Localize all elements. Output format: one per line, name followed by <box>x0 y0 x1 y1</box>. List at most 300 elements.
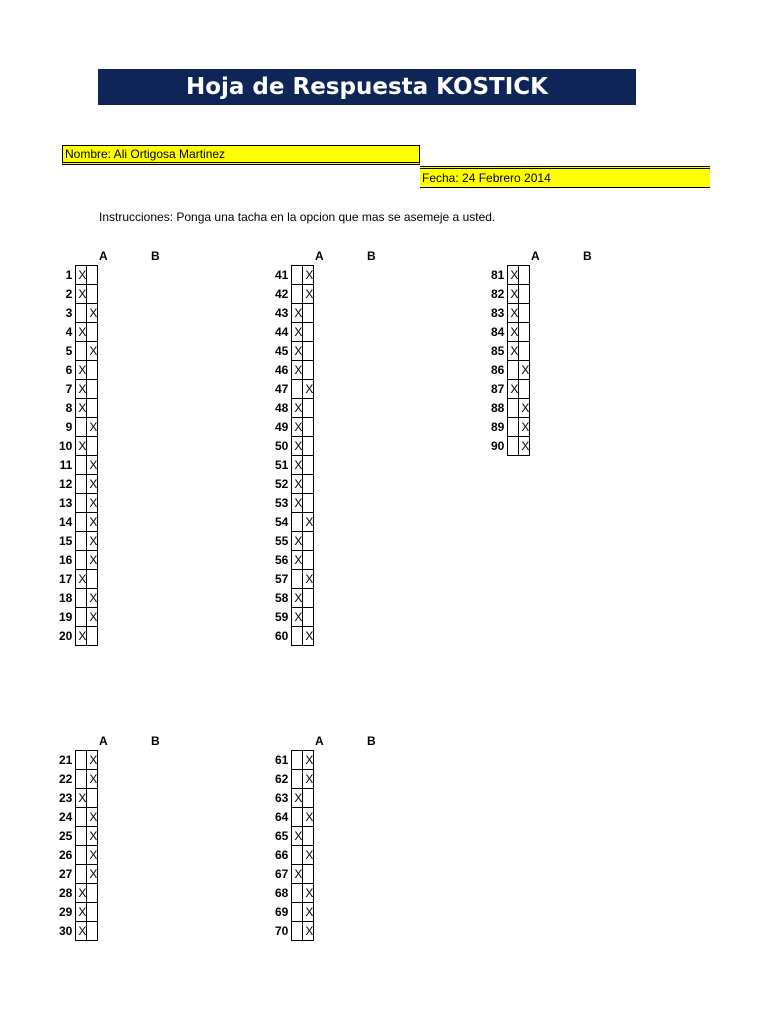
answer-cell-b[interactable]: X <box>87 770 98 789</box>
answer-cell-b[interactable] <box>87 884 98 903</box>
question-number: 12 <box>59 477 73 491</box>
answer-cell-a[interactable] <box>292 751 303 770</box>
answer-cell-b[interactable] <box>303 608 314 627</box>
answer-cell-a[interactable] <box>508 437 519 456</box>
answer-cell-b[interactable] <box>519 266 530 285</box>
answer-cell-b[interactable] <box>87 570 98 589</box>
table-row <box>275 304 314 323</box>
table-row <box>275 884 314 903</box>
table-row <box>275 770 314 789</box>
answer-cell-b[interactable]: X <box>519 437 530 456</box>
question-number: 63 <box>275 791 289 805</box>
answer-cell-b[interactable] <box>303 789 314 808</box>
answer-cell-a[interactable]: X <box>292 827 303 846</box>
question-number: 1 <box>65 268 73 282</box>
date-label: Fecha: 24 Febrero 2014 <box>422 171 551 185</box>
answer-cell-b[interactable]: X <box>87 808 98 827</box>
table-row <box>59 513 98 532</box>
answer-cell-a[interactable]: X <box>76 903 87 922</box>
question-number: 85 <box>491 344 505 358</box>
answer-cell-b[interactable]: X <box>303 770 314 789</box>
question-number: 65 <box>275 829 289 843</box>
question-number: 10 <box>59 439 73 453</box>
answer-cell-a[interactable]: X <box>508 266 519 285</box>
question-number: 4 <box>65 325 73 339</box>
question-number: 90 <box>491 439 505 453</box>
question-number: 19 <box>59 610 73 624</box>
table-row <box>275 399 314 418</box>
question-number: 64 <box>275 810 289 824</box>
answer-cell-b[interactable]: X <box>303 380 314 399</box>
question-number: 84 <box>491 325 505 339</box>
table-row <box>491 437 530 456</box>
answer-cell-a[interactable] <box>76 589 87 608</box>
answer-cell-b[interactable]: X <box>87 589 98 608</box>
table-row <box>59 608 98 627</box>
answer-cell-a[interactable] <box>292 846 303 865</box>
answer-cell-b[interactable]: X <box>303 808 314 827</box>
answer-cell-b[interactable] <box>519 323 530 342</box>
answer-cell-b[interactable]: X <box>87 751 98 770</box>
answer-cell-a[interactable] <box>292 380 303 399</box>
answer-cell-b[interactable]: X <box>519 361 530 380</box>
answer-cell-b[interactable]: X <box>303 570 314 589</box>
question-number: 43 <box>275 306 289 320</box>
answer-cell-b[interactable] <box>303 827 314 846</box>
question-number: 8 <box>65 401 73 415</box>
answer-cell-b[interactable] <box>303 475 314 494</box>
table-row <box>275 285 314 304</box>
question-number: 9 <box>65 420 73 434</box>
answer-cell-b[interactable]: X <box>303 266 314 285</box>
question-number: 88 <box>491 401 505 415</box>
question-number: 27 <box>59 867 73 881</box>
answer-cell-a[interactable] <box>508 399 519 418</box>
question-number: 58 <box>275 591 289 605</box>
question-number: 24 <box>59 810 73 824</box>
answer-cell-b[interactable] <box>87 266 98 285</box>
question-number: 13 <box>59 496 73 510</box>
table-row <box>59 304 98 323</box>
question-number: 48 <box>275 401 289 415</box>
table-row <box>275 475 314 494</box>
answer-cell-b[interactable]: X <box>303 884 314 903</box>
answer-cell-b[interactable] <box>303 323 314 342</box>
answer-cell-b[interactable] <box>303 437 314 456</box>
answer-cell-a[interactable] <box>292 266 303 285</box>
answer-cell-a[interactable] <box>292 770 303 789</box>
answer-cell-a[interactable]: X <box>292 865 303 884</box>
table-row <box>275 418 314 437</box>
question-number: 2 <box>65 287 73 301</box>
answer-cell-a[interactable] <box>76 608 87 627</box>
question-number: 68 <box>275 886 289 900</box>
answer-cell-b[interactable] <box>303 551 314 570</box>
name-field: Nombre: Ali Ortigosa Martinez <box>62 145 420 165</box>
page-title: Hoja de Respuesta KOSTICK <box>98 69 636 105</box>
question-number: 57 <box>275 572 289 586</box>
table-row <box>59 494 98 513</box>
answer-cell-b[interactable]: X <box>87 532 98 551</box>
answer-table <box>275 750 314 941</box>
answer-table <box>491 265 530 456</box>
answer-cell-b[interactable]: X <box>87 494 98 513</box>
answer-cell-a[interactable] <box>292 513 303 532</box>
question-number: 62 <box>275 772 289 786</box>
answer-cell-b[interactable] <box>87 399 98 418</box>
question-number: 44 <box>275 325 289 339</box>
table-row <box>491 266 530 285</box>
column-header-a: A <box>99 734 108 748</box>
question-number: 14 <box>59 515 73 529</box>
answer-cell-a[interactable]: X <box>292 475 303 494</box>
answer-cell-a[interactable]: X <box>292 342 303 361</box>
answer-cell-a[interactable]: X <box>292 323 303 342</box>
answer-cell-a[interactable]: X <box>76 884 87 903</box>
answer-cell-a[interactable] <box>292 903 303 922</box>
answer-cell-b[interactable]: X <box>87 827 98 846</box>
question-number: 55 <box>275 534 289 548</box>
answer-cell-b[interactable] <box>87 285 98 304</box>
table-row <box>275 827 314 846</box>
table-row <box>275 266 314 285</box>
answer-cell-a[interactable] <box>76 551 87 570</box>
answer-cell-b[interactable]: X <box>303 922 314 941</box>
answer-cell-b[interactable]: X <box>303 751 314 770</box>
answer-cell-a[interactable]: X <box>76 361 87 380</box>
column-header-b: B <box>367 734 376 748</box>
answer-cell-b[interactable] <box>519 342 530 361</box>
table-row <box>59 865 98 884</box>
question-number: 66 <box>275 848 289 862</box>
table-row <box>275 865 314 884</box>
question-number: 22 <box>59 772 73 786</box>
table-row <box>275 608 314 627</box>
column-header-b: B <box>151 734 160 748</box>
table-row <box>491 323 530 342</box>
answer-cell-a[interactable] <box>76 532 87 551</box>
table-row <box>275 570 314 589</box>
answer-cell-b[interactable]: X <box>87 608 98 627</box>
table-row <box>59 589 98 608</box>
table-row <box>59 323 98 342</box>
question-number: 30 <box>59 924 73 938</box>
table-row <box>275 903 314 922</box>
table-row <box>59 532 98 551</box>
answer-cell-a[interactable]: X <box>508 304 519 323</box>
answer-cell-a[interactable]: X <box>76 380 87 399</box>
question-number: 23 <box>59 791 73 805</box>
table-row <box>275 323 314 342</box>
answer-cell-a[interactable] <box>76 342 87 361</box>
answer-cell-a[interactable]: X <box>508 323 519 342</box>
answer-cell-a[interactable] <box>76 865 87 884</box>
table-row <box>59 342 98 361</box>
answer-cell-a[interactable]: X <box>292 532 303 551</box>
question-number: 26 <box>59 848 73 862</box>
answer-cell-b[interactable] <box>519 304 530 323</box>
answer-cell-b[interactable]: X <box>519 418 530 437</box>
answer-cell-a[interactable] <box>76 513 87 532</box>
instructions-text: Instrucciones: Ponga una tacha en la opcion que mas se asemeje a usted. <box>99 210 496 224</box>
answer-cell-a[interactable]: X <box>76 437 87 456</box>
question-number: 83 <box>491 306 505 320</box>
table-row <box>491 418 530 437</box>
table-row <box>59 770 98 789</box>
table-row <box>59 903 98 922</box>
question-number: 16 <box>59 553 73 567</box>
answer-cell-a[interactable] <box>76 304 87 323</box>
table-row <box>59 751 98 770</box>
answer-cell-a[interactable] <box>292 922 303 941</box>
answer-cell-a[interactable]: X <box>292 589 303 608</box>
table-row <box>275 380 314 399</box>
answer-cell-b[interactable] <box>303 865 314 884</box>
answer-cell-a[interactable]: X <box>292 789 303 808</box>
table-row <box>491 380 530 399</box>
answer-cell-b[interactable]: X <box>87 513 98 532</box>
answer-cell-a[interactable] <box>508 361 519 380</box>
table-row <box>275 494 314 513</box>
column-header-b: B <box>367 249 376 263</box>
table-row <box>59 922 98 941</box>
question-number: 81 <box>491 268 505 282</box>
question-number: 54 <box>275 515 289 529</box>
answer-table <box>275 265 314 646</box>
answer-cell-a[interactable] <box>76 475 87 494</box>
answer-cell-b[interactable] <box>303 399 314 418</box>
answer-table <box>59 750 98 941</box>
answer-cell-b[interactable]: X <box>303 513 314 532</box>
table-row <box>275 361 314 380</box>
answer-cell-b[interactable] <box>519 285 530 304</box>
question-number: 70 <box>275 924 289 938</box>
answer-cell-a[interactable]: X <box>76 399 87 418</box>
answer-cell-a[interactable] <box>292 808 303 827</box>
question-number: 87 <box>491 382 505 396</box>
answer-cell-b[interactable] <box>303 456 314 475</box>
question-number: 42 <box>275 287 289 301</box>
column-header-a: A <box>99 249 108 263</box>
answer-cell-b[interactable]: X <box>87 342 98 361</box>
question-number: 29 <box>59 905 73 919</box>
question-number: 46 <box>275 363 289 377</box>
answer-cell-b[interactable]: X <box>303 846 314 865</box>
table-row <box>275 627 314 646</box>
answer-cell-a[interactable]: X <box>76 627 87 646</box>
answer-cell-b[interactable]: X <box>303 285 314 304</box>
table-row <box>59 437 98 456</box>
column-header-b: B <box>151 249 160 263</box>
answer-cell-b[interactable] <box>303 418 314 437</box>
table-row <box>275 789 314 808</box>
question-number: 67 <box>275 867 289 881</box>
question-number: 41 <box>275 268 289 282</box>
column-header-a: A <box>531 249 540 263</box>
column-header-b: B <box>583 249 592 263</box>
answer-cell-b[interactable]: X <box>87 304 98 323</box>
question-number: 11 <box>59 458 73 472</box>
question-number: 82 <box>491 287 505 301</box>
question-number: 69 <box>275 905 289 919</box>
question-number: 45 <box>275 344 289 358</box>
answer-cell-a[interactable] <box>292 627 303 646</box>
table-row <box>59 361 98 380</box>
table-row <box>491 399 530 418</box>
question-number: 6 <box>65 363 73 377</box>
table-row <box>59 827 98 846</box>
question-number: 52 <box>275 477 289 491</box>
answer-cell-a[interactable]: X <box>292 399 303 418</box>
answer-cell-a[interactable] <box>508 418 519 437</box>
answer-table <box>59 265 98 646</box>
answer-cell-a[interactable] <box>76 827 87 846</box>
answer-cell-a[interactable]: X <box>292 418 303 437</box>
table-row <box>59 285 98 304</box>
answer-cell-a[interactable]: X <box>508 285 519 304</box>
answer-cell-a[interactable]: X <box>508 342 519 361</box>
table-row <box>275 532 314 551</box>
answer-cell-a[interactable]: X <box>292 304 303 323</box>
answer-cell-a[interactable] <box>76 846 87 865</box>
question-number: 18 <box>59 591 73 605</box>
answer-cell-b[interactable]: X <box>519 399 530 418</box>
answer-cell-a[interactable] <box>292 884 303 903</box>
table-row <box>275 922 314 941</box>
question-number: 51 <box>275 458 289 472</box>
question-number: 5 <box>65 344 73 358</box>
question-number: 17 <box>59 572 73 586</box>
answer-cell-a[interactable] <box>76 751 87 770</box>
answer-cell-a[interactable] <box>76 418 87 437</box>
table-row <box>59 884 98 903</box>
answer-cell-b[interactable]: X <box>87 475 98 494</box>
question-number: 89 <box>491 420 505 434</box>
question-number: 50 <box>275 439 289 453</box>
column-header-a: A <box>315 249 324 263</box>
answer-cell-a[interactable]: X <box>76 789 87 808</box>
answer-cell-b[interactable] <box>87 903 98 922</box>
answer-cell-b[interactable]: X <box>87 846 98 865</box>
answer-cell-b[interactable] <box>87 361 98 380</box>
question-number: 21 <box>59 753 73 767</box>
answer-cell-a[interactable]: X <box>508 380 519 399</box>
table-row <box>59 266 98 285</box>
answer-cell-a[interactable]: X <box>76 922 87 941</box>
answer-cell-a[interactable] <box>292 285 303 304</box>
answer-cell-a[interactable]: X <box>292 361 303 380</box>
answer-cell-b[interactable]: X <box>303 627 314 646</box>
table-row <box>59 808 98 827</box>
answer-cell-b[interactable] <box>87 323 98 342</box>
question-number: 3 <box>65 306 73 320</box>
answer-cell-a[interactable] <box>76 456 87 475</box>
table-row <box>275 456 314 475</box>
answer-cell-a[interactable]: X <box>76 323 87 342</box>
question-number: 86 <box>491 363 505 377</box>
answer-cell-b[interactable] <box>303 589 314 608</box>
table-row <box>275 751 314 770</box>
table-row <box>59 475 98 494</box>
answer-cell-a[interactable]: X <box>292 494 303 513</box>
table-row <box>59 418 98 437</box>
question-number: 53 <box>275 496 289 510</box>
table-row <box>59 456 98 475</box>
table-row <box>59 846 98 865</box>
answer-cell-b[interactable] <box>87 789 98 808</box>
table-row <box>275 846 314 865</box>
table-row <box>491 342 530 361</box>
table-row <box>275 808 314 827</box>
table-row <box>59 789 98 808</box>
question-number: 20 <box>59 629 73 643</box>
answer-cell-b[interactable]: X <box>87 456 98 475</box>
answer-cell-a[interactable] <box>292 570 303 589</box>
question-number: 61 <box>275 753 289 767</box>
table-row <box>491 304 530 323</box>
question-number: 56 <box>275 553 289 567</box>
question-number: 47 <box>275 382 289 396</box>
answer-cell-a[interactable] <box>76 808 87 827</box>
answer-cell-b[interactable] <box>87 627 98 646</box>
answer-cell-a[interactable] <box>76 494 87 513</box>
answer-cell-b[interactable] <box>87 437 98 456</box>
question-number: 25 <box>59 829 73 843</box>
answer-cell-a[interactable]: X <box>292 437 303 456</box>
table-row <box>59 570 98 589</box>
table-row <box>59 399 98 418</box>
question-number: 60 <box>275 629 289 643</box>
answer-cell-b[interactable] <box>303 494 314 513</box>
table-row <box>275 342 314 361</box>
answer-cell-a[interactable]: X <box>76 570 87 589</box>
answer-cell-b[interactable] <box>303 342 314 361</box>
date-field <box>420 166 710 188</box>
table-row <box>275 551 314 570</box>
question-number: 15 <box>59 534 73 548</box>
answer-cell-a[interactable]: X <box>292 608 303 627</box>
answer-cell-a[interactable]: X <box>292 551 303 570</box>
answer-cell-a[interactable] <box>76 770 87 789</box>
table-row <box>275 589 314 608</box>
answer-cell-b[interactable]: X <box>87 865 98 884</box>
answer-cell-b[interactable] <box>303 361 314 380</box>
column-header-a: A <box>315 734 324 748</box>
question-number: 7 <box>65 382 73 396</box>
table-row <box>491 361 530 380</box>
table-row <box>275 437 314 456</box>
answer-cell-b[interactable]: X <box>87 551 98 570</box>
answer-cell-a[interactable]: X <box>292 456 303 475</box>
question-number: 28 <box>59 886 73 900</box>
table-row <box>59 551 98 570</box>
table-row <box>491 285 530 304</box>
answer-cell-a[interactable]: X <box>76 285 87 304</box>
table-row <box>59 627 98 646</box>
answer-cell-b[interactable] <box>303 532 314 551</box>
answer-cell-b[interactable] <box>87 922 98 941</box>
answer-cell-b[interactable] <box>303 304 314 323</box>
table-row <box>59 380 98 399</box>
table-row <box>275 513 314 532</box>
answer-cell-b[interactable] <box>519 380 530 399</box>
answer-cell-b[interactable] <box>87 380 98 399</box>
question-number: 59 <box>275 610 289 624</box>
answer-cell-b[interactable]: X <box>87 418 98 437</box>
answer-cell-a[interactable]: X <box>76 266 87 285</box>
answer-cell-b[interactable]: X <box>303 903 314 922</box>
question-number: 49 <box>275 420 289 434</box>
